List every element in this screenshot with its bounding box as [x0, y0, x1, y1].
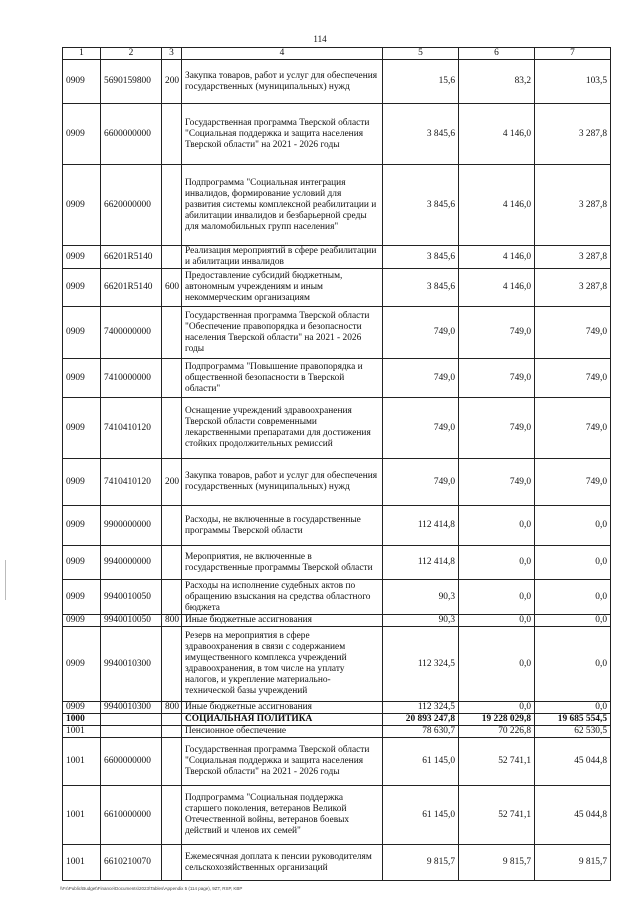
- table-row: [63, 714, 611, 726]
- cell-col-3: [162, 246, 182, 269]
- cell-col-7: 0,0: [535, 627, 611, 702]
- table-row: [63, 726, 611, 738]
- cell-col-6: 0,0: [459, 615, 535, 627]
- cell-col-6: 52 741,1: [459, 738, 535, 786]
- cell-col-4: СОЦИАЛЬНАЯ ПОЛИТИКА: [182, 714, 383, 726]
- header-col-1: 1: [63, 48, 101, 60]
- cell-col-1: 0909: [63, 165, 101, 246]
- cell-col-6: 0,0: [459, 627, 535, 702]
- cell-col-4: Государственная программа Тверской области "Обеспечение правопорядка и безопасности населения Тверской области" на 2021 - 2026 годы: [182, 307, 383, 359]
- cell-col-2: [101, 714, 162, 726]
- cell-col-6: 0,0: [459, 506, 535, 546]
- header-col-4: 4: [182, 48, 383, 60]
- table-row: [63, 307, 611, 359]
- cell-col-4: Ежемесячная доплата к пенсии руководителям сельскохозяйственных организаций: [182, 845, 383, 881]
- cell-col-5: 112 324,5: [383, 627, 459, 702]
- table-row: [63, 60, 611, 104]
- page-number: 114: [313, 34, 327, 44]
- cell-col-1: 0909: [63, 546, 101, 580]
- cell-col-7: 9 815,7: [535, 845, 611, 881]
- cell-col-5: 749,0: [383, 307, 459, 359]
- cell-col-4: Резерв на мероприятия в сфере здравоохранения в связи с содержанием имущественного комплекса учреждений здравоохранения, в том числе на уплату налогов, и укрепление материально-технической базы учреждений: [182, 627, 383, 702]
- cell-col-1: 0909: [63, 359, 101, 398]
- table-body: [63, 60, 611, 881]
- cell-col-2: 9900000000: [101, 506, 162, 546]
- cell-col-5: 112 414,8: [383, 506, 459, 546]
- table-row: [63, 269, 611, 307]
- cell-col-5: 112 414,8: [383, 546, 459, 580]
- cell-col-4: Иные бюджетные ассигнования: [182, 702, 383, 714]
- cell-col-3: [162, 786, 182, 845]
- table-row: [63, 398, 611, 459]
- table-row: [63, 845, 611, 881]
- cell-col-1: 0909: [63, 580, 101, 615]
- cell-col-7: 0,0: [535, 546, 611, 580]
- cell-col-3: 200: [162, 459, 182, 506]
- cell-col-1: 1001: [63, 726, 101, 738]
- cell-col-2: 5690159800: [101, 60, 162, 104]
- cell-col-4: Иные бюджетные ассигнования: [182, 615, 383, 627]
- cell-col-1: 0909: [63, 627, 101, 702]
- cell-col-3: 800: [162, 615, 182, 627]
- cell-col-7: 45 044,8: [535, 786, 611, 845]
- cell-col-2: 9940010050: [101, 615, 162, 627]
- cell-col-2: 9940000000: [101, 546, 162, 580]
- cell-col-7: 45 044,8: [535, 738, 611, 786]
- cell-col-3: [162, 580, 182, 615]
- cell-col-5: 78 630,7: [383, 726, 459, 738]
- cell-col-4: Расходы на исполнение судебных актов по обращению взыскания на средства областного бюджета: [182, 580, 383, 615]
- cell-col-6: 4 146,0: [459, 269, 535, 307]
- cell-col-4: Пенсионное обеспечение: [182, 726, 383, 738]
- table-row: [63, 786, 611, 845]
- cell-col-5: 749,0: [383, 359, 459, 398]
- cell-col-7: 749,0: [535, 307, 611, 359]
- cell-col-3: [162, 714, 182, 726]
- table-row: [63, 580, 611, 615]
- cell-col-1: 0909: [63, 506, 101, 546]
- footer-file-path: \\Fs\Public\Budget\Finance\Documents\2023\Tables\Appendix 5 (114 page), 9ZT, RSP, KBP: [60, 886, 243, 891]
- cell-col-2: 9940010050: [101, 580, 162, 615]
- cell-col-5: 749,0: [383, 459, 459, 506]
- cell-col-6: 4 146,0: [459, 165, 535, 246]
- table-row: [63, 104, 611, 165]
- cell-col-1: 0909: [63, 104, 101, 165]
- cell-col-1: 0909: [63, 702, 101, 714]
- cell-col-3: [162, 398, 182, 459]
- cell-col-2: 66201R5140: [101, 246, 162, 269]
- header-col-5: 5: [383, 48, 459, 60]
- cell-col-5: 9 815,7: [383, 845, 459, 881]
- cell-col-1: 0909: [63, 398, 101, 459]
- table-row: [63, 615, 611, 627]
- cell-col-2: 7410000000: [101, 359, 162, 398]
- cell-col-6: 0,0: [459, 546, 535, 580]
- table-row: [63, 165, 611, 246]
- cell-col-4: Реализация мероприятий в сфере реабилитации и абилитации инвалидов: [182, 246, 383, 269]
- cell-col-1: 0909: [63, 459, 101, 506]
- cell-col-2: [101, 726, 162, 738]
- cell-col-6: 9 815,7: [459, 845, 535, 881]
- table-row: [63, 359, 611, 398]
- cell-col-7: 19 685 554,5: [535, 714, 611, 726]
- cell-col-2: 9940010300: [101, 627, 162, 702]
- cell-col-6: 19 228 029,8: [459, 714, 535, 726]
- cell-col-7: 3 287,8: [535, 165, 611, 246]
- cell-col-6: 4 146,0: [459, 246, 535, 269]
- cell-col-4: Предоставление субсидий бюджетным, автономным учреждениям и иным некоммерческим организациям: [182, 269, 383, 307]
- cell-col-1: 0909: [63, 60, 101, 104]
- cell-col-5: 20 893 247,8: [383, 714, 459, 726]
- budget-table: [62, 47, 611, 881]
- table-row: [63, 627, 611, 702]
- cell-col-5: 15,6: [383, 60, 459, 104]
- cell-col-7: 0,0: [535, 615, 611, 627]
- cell-col-5: 112 324,5: [383, 702, 459, 714]
- cell-col-7: 0,0: [535, 702, 611, 714]
- cell-col-4: Закупка товаров, работ и услуг для обеспечения государственных (муниципальных) нужд: [182, 60, 383, 104]
- cell-col-7: 3 287,8: [535, 269, 611, 307]
- cell-col-7: 0,0: [535, 580, 611, 615]
- cell-col-6: 52 741,1: [459, 786, 535, 845]
- cell-col-2: 7400000000: [101, 307, 162, 359]
- cell-col-6: 749,0: [459, 459, 535, 506]
- cell-col-1: 0909: [63, 615, 101, 627]
- cell-col-4: Подпрограмма "Социальная поддержка старшего поколения, ветеранов Великой Отечественной войны, ветеранов боевых действий и членов их семей": [182, 786, 383, 845]
- cell-col-5: 3 845,6: [383, 104, 459, 165]
- cell-col-3: [162, 359, 182, 398]
- table-row: [63, 459, 611, 506]
- cell-col-4: Подпрограмма "Повышение правопорядка и общественной безопасности в Тверской области": [182, 359, 383, 398]
- table-row: [63, 506, 611, 546]
- cell-col-4: Оснащение учреждений здравоохранения Тверской области современными лекарственными препаратами для достижения стойких продолжительных ремиссий: [182, 398, 383, 459]
- cell-col-4: Расходы, не включенные в государственные программы Тверской области: [182, 506, 383, 546]
- table-row: [63, 702, 611, 714]
- table-row: [63, 738, 611, 786]
- cell-col-7: 3 287,8: [535, 104, 611, 165]
- cell-col-5: 90,3: [383, 580, 459, 615]
- table-row: [63, 546, 611, 580]
- cell-col-6: 83,2: [459, 60, 535, 104]
- cell-col-6: 0,0: [459, 580, 535, 615]
- cell-col-2: 6610000000: [101, 786, 162, 845]
- header-col-2: 2: [101, 48, 162, 60]
- cell-col-5: 90,3: [383, 615, 459, 627]
- cell-col-5: 3 845,6: [383, 246, 459, 269]
- cell-col-5: 61 145,0: [383, 738, 459, 786]
- cell-col-7: 62 530,5: [535, 726, 611, 738]
- cell-col-7: 749,0: [535, 398, 611, 459]
- cell-col-2: 6620000000: [101, 165, 162, 246]
- cell-col-4: Закупка товаров, работ и услуг для обеспечения государственных (муниципальных) нужд: [182, 459, 383, 506]
- cell-col-5: 61 145,0: [383, 786, 459, 845]
- scan-margin-mark: [5, 560, 6, 600]
- cell-col-5: 749,0: [383, 398, 459, 459]
- cell-col-4: Мероприятия, не включенные в государственные программы Тверской области: [182, 546, 383, 580]
- cell-col-1: 1001: [63, 786, 101, 845]
- cell-col-6: 4 146,0: [459, 104, 535, 165]
- header-col-6: 6: [459, 48, 535, 60]
- cell-col-3: [162, 165, 182, 246]
- cell-col-3: [162, 845, 182, 881]
- cell-col-2: 6610210070: [101, 845, 162, 881]
- cell-col-3: 600: [162, 269, 182, 307]
- cell-col-7: 749,0: [535, 459, 611, 506]
- cell-col-3: [162, 726, 182, 738]
- cell-col-7: 749,0: [535, 359, 611, 398]
- cell-col-2: 6600000000: [101, 104, 162, 165]
- cell-col-3: 200: [162, 60, 182, 104]
- cell-col-4: Подпрограмма "Социальная интеграция инвалидов, формирование условий для развития системы комплексной реабилитации и абилитации инвалидов и безбарьерной среды для маломобильных групп населения": [182, 165, 383, 246]
- cell-col-2: 6600000000: [101, 738, 162, 786]
- cell-col-6: 70 226,8: [459, 726, 535, 738]
- cell-col-2: 7410410120: [101, 459, 162, 506]
- header-col-7: 7: [535, 48, 611, 60]
- cell-col-7: 3 287,8: [535, 246, 611, 269]
- cell-col-1: 1001: [63, 845, 101, 881]
- cell-col-2: 9940010300: [101, 702, 162, 714]
- cell-col-3: [162, 546, 182, 580]
- cell-col-1: 1000: [63, 714, 101, 726]
- cell-col-1: 0909: [63, 269, 101, 307]
- cell-col-3: 800: [162, 702, 182, 714]
- cell-col-2: 66201R5140: [101, 269, 162, 307]
- cell-col-1: 0909: [63, 307, 101, 359]
- cell-col-7: 0,0: [535, 506, 611, 546]
- cell-col-2: 7410410120: [101, 398, 162, 459]
- cell-col-1: 0909: [63, 246, 101, 269]
- cell-col-5: 3 845,6: [383, 269, 459, 307]
- cell-col-5: 3 845,6: [383, 165, 459, 246]
- header-row: [63, 48, 611, 60]
- cell-col-4: Государственная программа Тверской области "Социальная поддержка и защита населения Тверской области" на 2021 - 2026 годы: [182, 738, 383, 786]
- table-row: [63, 246, 611, 269]
- cell-col-3: [162, 307, 182, 359]
- cell-col-6: 749,0: [459, 398, 535, 459]
- cell-col-6: 0,0: [459, 702, 535, 714]
- cell-col-4: Государственная программа Тверской области "Социальная поддержка и защита населения Тверской области" на 2021 - 2026 годы: [182, 104, 383, 165]
- cell-col-3: [162, 738, 182, 786]
- cell-col-6: 749,0: [459, 359, 535, 398]
- cell-col-3: [162, 627, 182, 702]
- cell-col-1: 1001: [63, 738, 101, 786]
- cell-col-6: 749,0: [459, 307, 535, 359]
- header-col-3: 3: [162, 48, 182, 60]
- cell-col-3: [162, 506, 182, 546]
- cell-col-7: 103,5: [535, 60, 611, 104]
- cell-col-3: [162, 104, 182, 165]
